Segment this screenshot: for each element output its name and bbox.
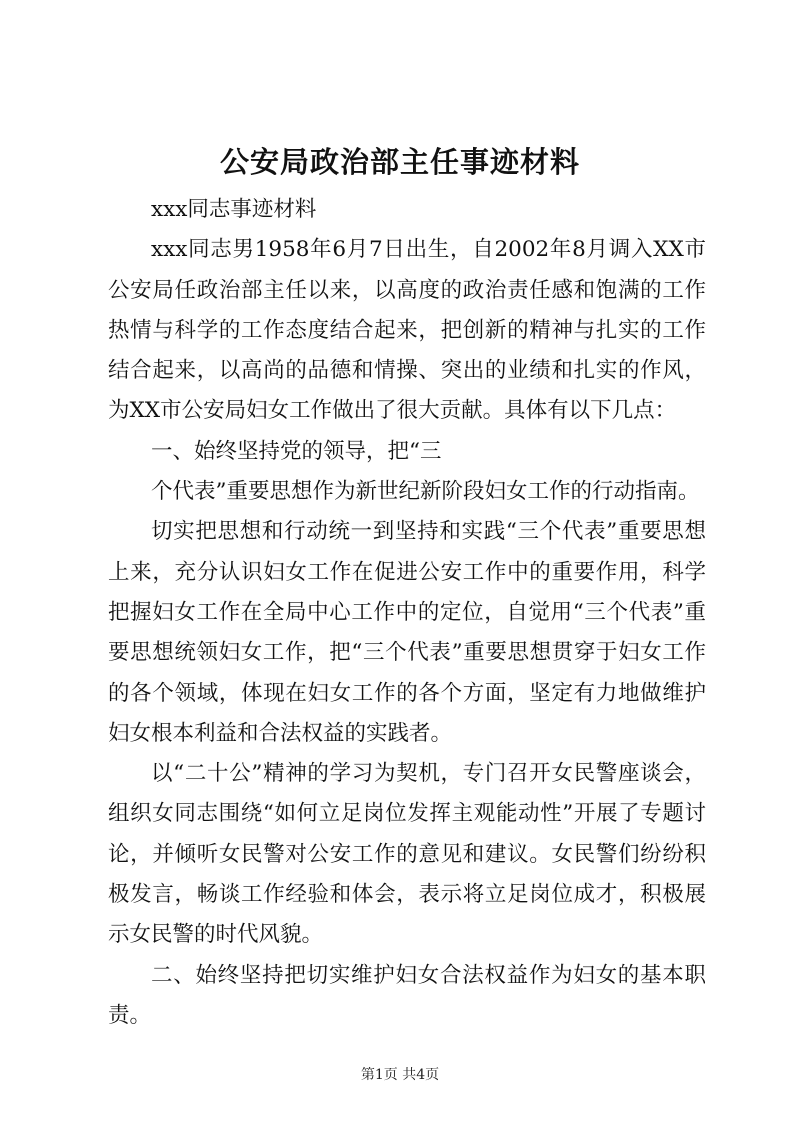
paragraph-subtitle: xxx同志事迹材料 (151, 197, 317, 222)
paragraph-section-one-activity: 以“二十公”精神的学习为契机，专门召开女民警座谈会，组织女同志围绕“如何立足岗位发挥主观能动性”开展了专题讨论，并倾听女民警对公安工作的意见和建议。女民警们纷纷积极发言，畅谈工作经验和体会，表示将立足岗位成才，积极展示女民警的时代风貌。 (108, 761, 706, 948)
paragraph-intro: xxx同志男1958年6月7日出生，自2002年8月调入XX市公安局任政治部主任以来，以高度的政治责任感和饱满的工作热情与科学的工作态度结合起来，把创新的精神与扎实的工作结合起来，以高尚的品德和情操、突出的业绩和扎实的作风，为XX市公安局妇女工作做出了很大贡献。具体有以下几点： (108, 237, 706, 424)
paragraph-section-one-body: 切实把思想和行动统一到坚持和实践“三个代表”重要思想上来，充分认识妇女工作在促进公安工作中的重要作用，科学把握妇女工作在全局中心工作中的定位，自觉用“三个代表”重要思想统领妇女工作，把“三个代表”重要思想贯穿于妇女工作的各个领域，体现在妇女工作的各个方面，坚定有力地做维护妇女根本利益和合法权益的实践者。 (108, 519, 706, 746)
paragraph-section-two-heading: 二、始终坚持把切实维护妇女合法权益作为妇女的基本职责。 (108, 962, 706, 1028)
page-footer: 第1页 共4页 (360, 1067, 440, 1083)
paragraph-section-one-continued: 个代表”重要思想作为新世纪新阶段妇女工作的行动指南。 (151, 479, 700, 505)
document-title: 公安局政治部主任事迹材料 (219, 145, 580, 179)
document-body (108, 190, 706, 1036)
paragraph-section-one-heading: 一、始终坚持党的领导，把“三 (151, 438, 442, 464)
